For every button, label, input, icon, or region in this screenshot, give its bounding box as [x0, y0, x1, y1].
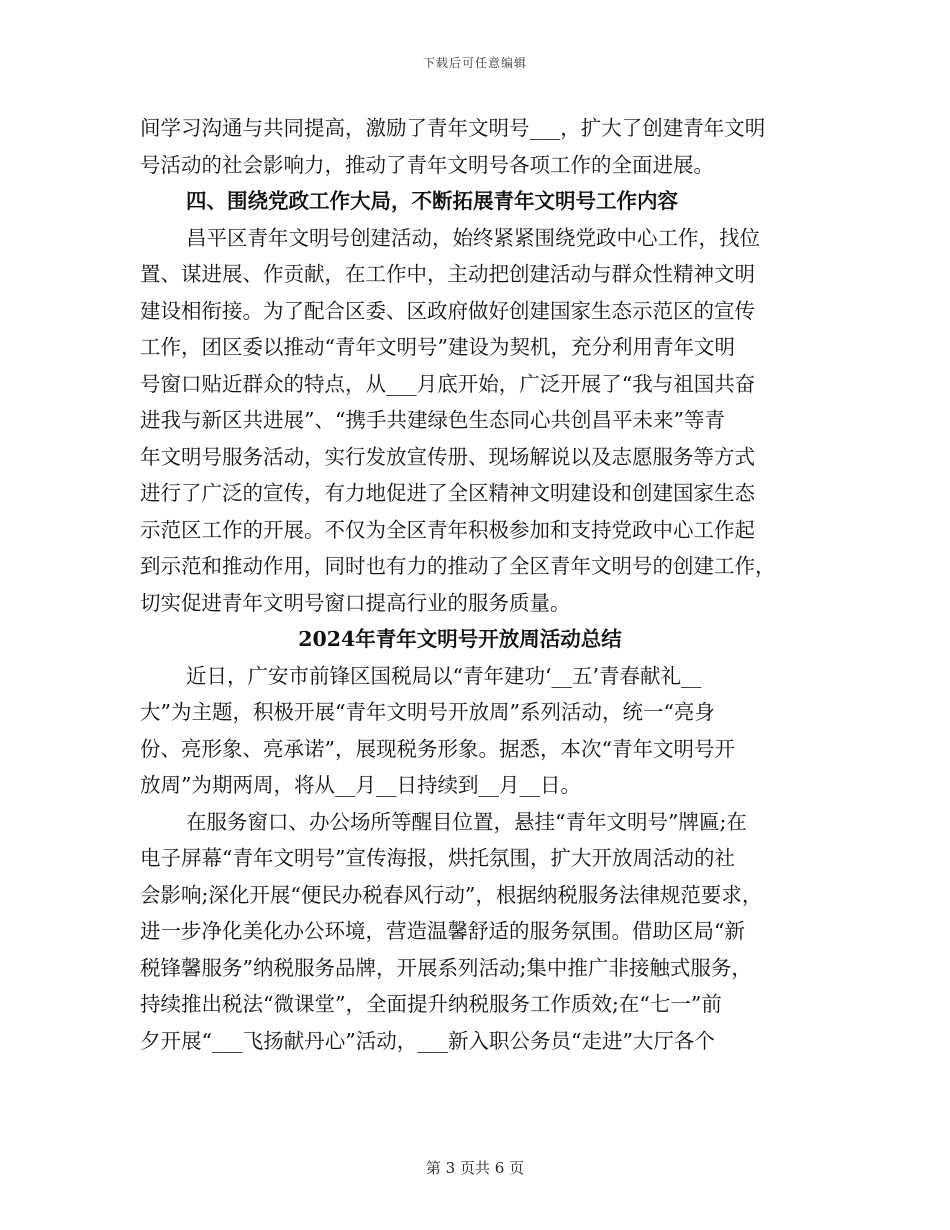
text-line: 切实促进青年文明号窗口提高行业的服务质量。: [140, 590, 571, 615]
text-line: 进行了广泛的宣传，有力地促进了全区精神文明建设和创建国家生态: [140, 481, 755, 505]
text-line: 进一步净化美化办公环境，营造温馨舒适的服务氛围。借助区局“新: [140, 919, 745, 943]
text-line: 进我与新区共进展”、“携手共建绿色生态同心共创昌平未来”等青: [140, 408, 725, 432]
text-line: 示范区工作的开展。不仅为全区青年积极参加和支持党政中心工作起: [140, 517, 755, 542]
text-line: 间学习沟通与共同提高，激励了青年文明号___，扩大了创建青年文明: [140, 116, 766, 140]
section-heading: 四、围绕党政工作大局，不断拓展青年文明号工作内容: [186, 189, 678, 213]
text-line: 近日，广安市前锋区国税局以“青年建功‘__五’青春献礼__: [186, 663, 702, 688]
text-line: 在服务窗口、办公场所等醒目位置，悬挂“青年文明号”牌匾;在: [186, 809, 747, 834]
document-body: [140, 110, 820, 1059]
text-line: 电子屏幕“青年文明号”宣传海报，烘托氛围，扩大开放周活动的社: [140, 846, 735, 870]
text-line: 放周”为期两周，将从__月__日持续到__月__日。: [140, 773, 581, 797]
text-line: 工作，团区委以推动“青年文明号”建设为契机，充分利用青年文明: [140, 335, 735, 359]
page-number: 第 3 页共 6 页: [425, 1159, 525, 1177]
text-line: 税锋馨服务”纳税服务品牌，开展系列活动;集中推广非接触式服务，: [140, 955, 752, 980]
text-line: 号活动的社会影响力，推动了青年文明号各项工作的全面进展。: [140, 152, 714, 177]
text-line: 持续推出税法“微课堂”，全面提升纳税服务工作质效;在“七一”前: [140, 992, 722, 1016]
text-line: 昌平区青年文明号创建活动，始终紧紧围绕党政中心工作，找位: [186, 225, 760, 250]
text-line: 份、亮形象、亮承诺”，展现税务形象。据悉，本次“青年文明号开: [140, 736, 735, 761]
document-title: 2024年青年文明号开放周活动总结: [298, 627, 622, 651]
text-line: 到示范和推动作用，同时也有力的推动了全区青年文明号的创建工作，: [140, 554, 776, 578]
text-line: 年文明号服务活动，实行发放宣传册、现场解说以及志愿服务等方式: [140, 444, 755, 469]
text-line: 夕开展“___飞扬献丹心”活动，___新入职公务员“走进”大厅各个: [140, 1028, 715, 1053]
text-line: 号窗口贴近群众的特点，从___月底开始，广泛开展了“我与祖国共奋: [140, 371, 756, 396]
text-line: 会影响;深化开展“便民办税春风行动”，根据纳税服务法律规范要求，: [140, 882, 763, 907]
header-note: 下载后可任意编辑: [422, 56, 527, 70]
text-line: 大”为主题，积极开展“青年文明号开放周”系列活动，统一“亮身: [140, 700, 715, 724]
text-line: 建设相衔接。为了配合区委、区政府做好创建国家生态示范区的宣传: [140, 298, 755, 323]
text-line: 置、谋进展、作贡献，在工作中，主动把创建活动与群众性精神文明: [140, 262, 755, 286]
